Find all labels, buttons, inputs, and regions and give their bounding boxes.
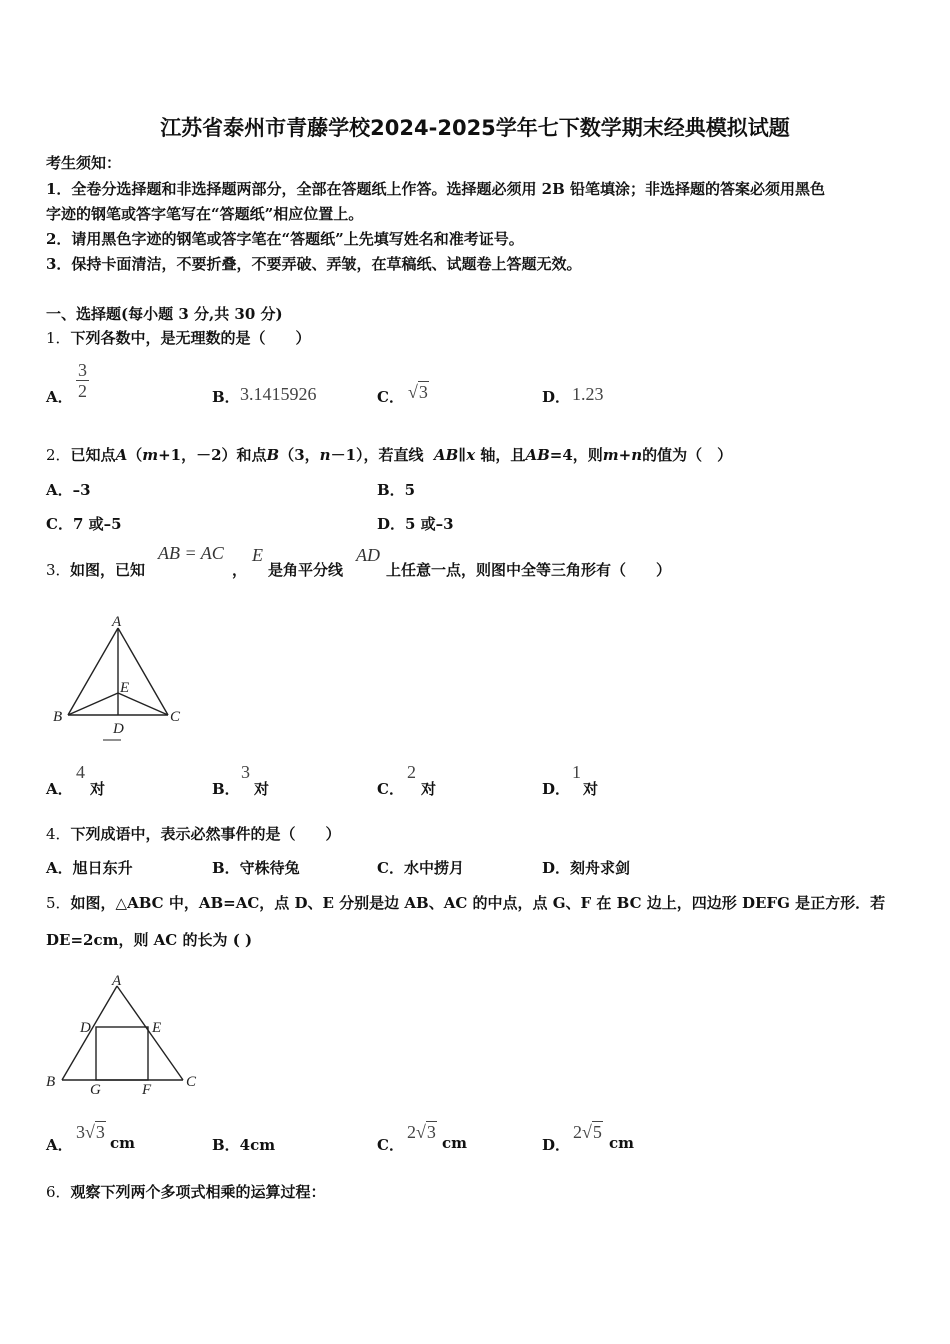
point-b: B — [266, 446, 280, 464]
sqrt-symbol: √ — [582, 1122, 592, 1142]
q1-option-d-label: D． — [542, 388, 571, 406]
label-a: A — [112, 973, 122, 989]
q3-option-c-num: 2 — [407, 762, 416, 782]
question-stem: 下列各数中，是无理数的是（ ） — [70, 329, 311, 347]
q3-option-d-unit: 对 — [583, 780, 599, 798]
var-m: m — [142, 446, 159, 464]
q4-option-a: A．旭日东升 — [46, 859, 133, 877]
stem-part: （3， — [279, 446, 320, 464]
stem-part: －1），若直线 — [330, 446, 424, 464]
fraction-denominator: 2 — [78, 381, 87, 401]
q3-option-d-label: D． — [542, 780, 571, 798]
page-title: 江苏省泰州市青藤学校2024-2025学年七下数学期末经典模拟试题 — [160, 116, 790, 140]
label-d: D — [113, 721, 124, 737]
q5-option-d-unit: cm — [609, 1134, 635, 1152]
q5-option-a-label: A． — [46, 1136, 73, 1154]
label-c: C — [170, 709, 181, 725]
q1-option-c-label: C． — [377, 388, 404, 406]
ab-parallel-x: AB∥x — [433, 446, 476, 464]
q3-option-b-unit: 对 — [254, 780, 270, 798]
q5-option-d-label: D． — [542, 1136, 571, 1154]
q3-math-ad: AD — [356, 545, 380, 565]
label-a: A — [112, 614, 122, 630]
q1-option-d-value: 1.23 — [572, 384, 604, 404]
coef: 2 — [573, 1122, 582, 1142]
q1-option-b-label: B． — [212, 388, 240, 406]
q3-option-c-label: C． — [377, 780, 404, 798]
q3-stem-a: 如图，已知 — [70, 561, 146, 579]
label-g: G — [90, 1082, 101, 1098]
sqrt-radicand: 5 — [592, 1122, 602, 1142]
q5-option-c-sqrt — [407, 1122, 437, 1143]
q3-stem-b: ， — [232, 561, 248, 579]
label-b: B — [46, 1074, 56, 1090]
question-number: 1． — [46, 329, 71, 347]
stem-part: +1，－2）和点 — [158, 446, 267, 464]
q5-option-c-label: C． — [377, 1136, 404, 1154]
q2-option-c: C．7 或–5 — [46, 515, 122, 533]
q3-number: 3． — [46, 561, 71, 579]
sqrt-symbol: √ — [408, 382, 418, 402]
notice-heading: 考生须知： — [46, 154, 122, 172]
q3-triangle-figure — [48, 610, 198, 750]
notice-line-1b: 字迹的钢笔或答字笔写在“答题纸”相应位置上。 — [46, 205, 364, 223]
q5-square-figure — [44, 970, 204, 1100]
sqrt-radicand: 3 — [418, 382, 428, 402]
question-number: 6． — [46, 1183, 71, 1201]
label-e: E — [120, 680, 130, 696]
question-5 — [46, 892, 885, 913]
stem-part: =4，则 — [549, 446, 603, 464]
q3-option-b-num: 3 — [241, 762, 250, 782]
sqrt-radicand: 3 — [95, 1122, 105, 1142]
q2-option-d: D．5 或–3 — [377, 515, 454, 533]
q2-option-b: B．5 — [377, 481, 416, 499]
q3-option-c-unit: 对 — [421, 780, 437, 798]
q5-option-a-sqrt — [76, 1122, 106, 1143]
question-stem: 下列成语中，表示必然事件的是（ ） — [70, 825, 341, 843]
stem-part: 已知点 — [70, 446, 116, 464]
segment-ab: AB — [525, 446, 550, 464]
q3-option-a-unit: 对 — [90, 780, 106, 798]
q1-option-a-label: A． — [46, 388, 73, 406]
q4-option-d: D．刻舟求剑 — [542, 859, 631, 877]
notice-line-2: 2．请用黑色字迹的钢笔或答字笔在“答题纸”上先填写姓名和准考证号。 — [46, 230, 524, 248]
q4-option-c: C．水中捞月 — [377, 859, 464, 877]
stem-part: 的值为（ ） — [642, 446, 733, 464]
q1-option-c-sqrt — [408, 382, 429, 403]
q3-option-a-label: A． — [46, 780, 73, 798]
q5-option-b: B．4cm — [212, 1136, 276, 1154]
question-stem: 观察下列两个多项式相乘的运算过程： — [70, 1183, 326, 1201]
q3-option-d-num: 1 — [572, 762, 581, 782]
q5-option-c-unit: cm — [442, 1134, 468, 1152]
label-f: F — [142, 1082, 152, 1098]
q2-option-a: A．–3 — [46, 481, 91, 499]
expr-m-plus-n: m+n — [602, 446, 643, 464]
label-c: C — [186, 1074, 197, 1090]
question-4 — [46, 823, 341, 844]
question-2 — [46, 444, 732, 465]
question-6 — [46, 1181, 326, 1202]
q5-option-a-unit: cm — [110, 1134, 136, 1152]
stem-part: （ — [127, 446, 143, 464]
question-number: 2． — [46, 446, 71, 464]
coef: 3 — [76, 1122, 85, 1142]
fraction-numerator: 3 — [78, 360, 87, 380]
q3-stem-d: 上任意一点，则图中全等三角形有（ ） — [386, 561, 672, 579]
stem-part: 轴，且 — [480, 446, 526, 464]
notice-line-3: 3．保持卡面清洁，不要折叠，不要弄破、弄皱，在草稿纸、试题卷上答题无效。 — [46, 255, 582, 273]
question-number: 5． — [46, 894, 71, 912]
label-e: E — [152, 1020, 162, 1036]
q5-option-d-sqrt — [573, 1122, 603, 1143]
q3-math-ab-ac: AB = AC — [158, 543, 224, 563]
q3-option-a-num: 4 — [76, 762, 85, 782]
question-stem-line1: 如图，△ABC 中，AB=AC，点 D、E 分别是边 AB、AC 的中点，点 G、F 在 BC 边上，四边形 DEFG 是正方形．若 — [70, 894, 886, 912]
q1-option-b-value: 3.1415926 — [240, 384, 317, 404]
q3-stem-c: 是角平分线 — [268, 561, 344, 579]
var-n: n — [319, 446, 331, 464]
question-5-line2: DE=2cm，则 AC 的长为 ( ) — [46, 931, 253, 949]
notice-line-1a: 1．全卷分选择题和非选择题两部分，全部在答题纸上作答。选择题必须用 2B 铅笔填涂；非选择题的答案必须用黑色 — [46, 180, 826, 198]
sqrt-symbol: √ — [416, 1122, 426, 1142]
label-b: B — [53, 709, 63, 725]
point-a: A — [115, 446, 128, 464]
question-1 — [46, 327, 311, 348]
q1-option-a-fraction — [76, 360, 89, 401]
q3-option-b-label: B． — [212, 780, 240, 798]
section-heading: 一、选择题(每小题 3 分,共 30 分) — [46, 305, 283, 323]
q4-option-b: B．守株待兔 — [212, 859, 300, 877]
question-number: 4． — [46, 825, 71, 843]
label-d: D — [80, 1020, 91, 1036]
sqrt-radicand: 3 — [426, 1122, 436, 1142]
sqrt-symbol: √ — [85, 1122, 95, 1142]
coef: 2 — [407, 1122, 416, 1142]
q3-math-e: E — [252, 545, 263, 565]
